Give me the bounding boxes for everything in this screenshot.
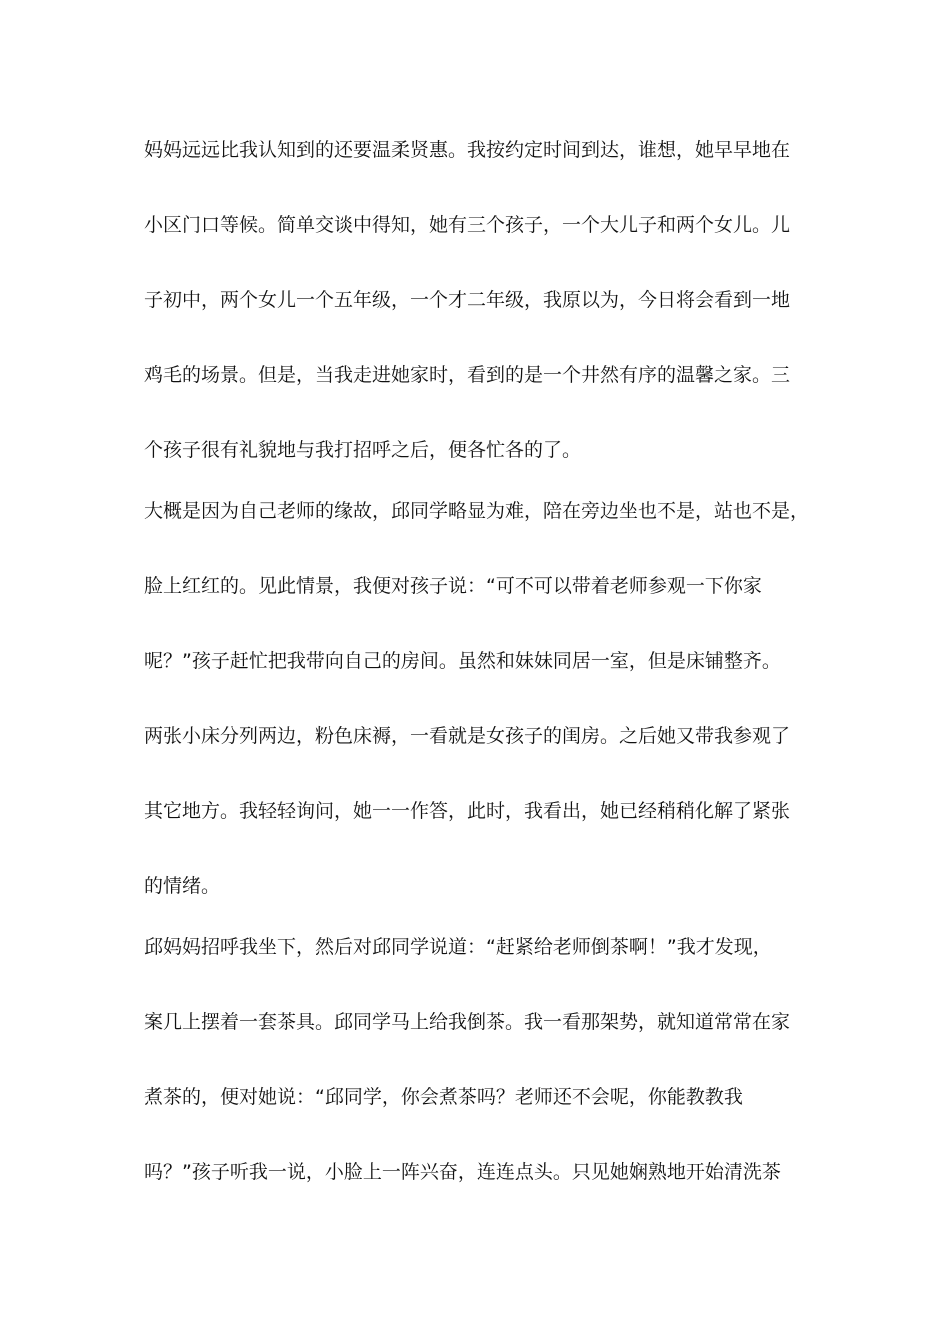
text-line: 案几上摆着一套茶具。邱同学马上给我倒茶。我一看那架势，就知道常常在家: [144, 1011, 791, 1033]
text-line: 子初中，两个女儿一个五年级，一个才二年级，我原以为，今日将会看到一地: [144, 289, 791, 311]
text-line: 的情绪。: [144, 875, 221, 897]
paragraph-1: [144, 138, 824, 488]
text-line: 鸡毛的场景。但是，当我走进她家时，看到的是一个井然有序的温馨之家。三: [144, 364, 791, 386]
text-line: 呢？”孩子赶忙把我带向自己的房间。虽然和妹妹同居一室，但是床铺整齐。: [144, 650, 781, 672]
text-line: 吗？”孩子听我一说，小脸上一阵兴奋，连连点头。只见她娴熟地开始清洗茶: [144, 1161, 781, 1183]
text-line: 煮茶的，便对她说：“邱同学，你会煮茶吗？老师还不会呢，你能教教我: [144, 1086, 743, 1108]
text-line: 其它地方。我轻轻询问，她一一作答，此时，我看出，她已经稍稍化解了紧张: [144, 800, 791, 822]
text-line: 妈妈远远比我认知到的还要温柔贤惠。我按约定时间到达，谁想，她早早地在: [144, 139, 791, 161]
text-line: 小区门口等候。简单交谈中得知，她有三个孩子，一个大儿子和两个女儿。儿: [144, 214, 791, 236]
text-line: 邱妈妈招呼我坐下，然后对邱同学说道：“赶紧给老师倒茶啊！”我才发现，: [144, 936, 772, 958]
text-line: 脸上红红的。见此情景，我便对孩子说：“可不可以带着老师参观一下你家: [144, 575, 762, 597]
paragraph-3: [144, 935, 824, 1210]
text-line: 两张小床分列两边，粉色床褥，一看就是女孩子的闺房。之后她又带我参观了: [144, 725, 791, 747]
paragraph-2: [144, 499, 824, 924]
text-line: 个孩子很有礼貌地与我打招呼之后，便各忙各的了。: [144, 439, 582, 461]
text-line: 大概是因为自己老师的缘故，邱同学略显为难，陪在旁边坐也不是，站也不是，: [144, 500, 810, 522]
